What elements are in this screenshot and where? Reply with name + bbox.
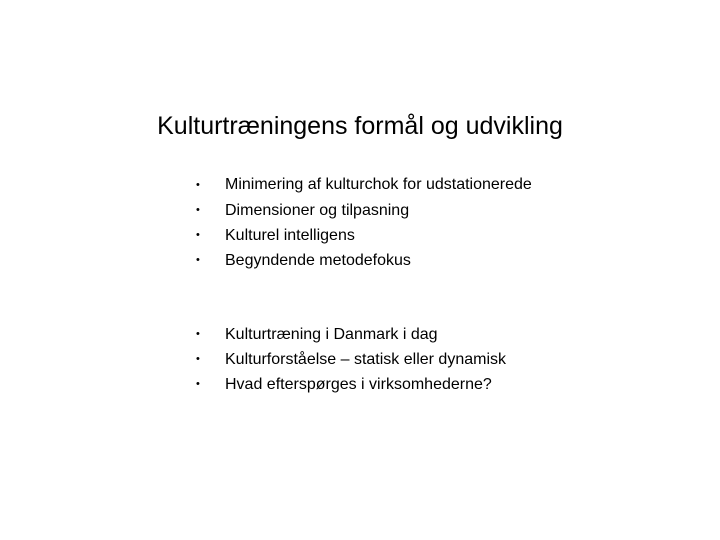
bullet-icon: • — [196, 378, 200, 390]
bullet-text: Begyndende metodefokus — [225, 252, 411, 269]
bullet-icon: • — [196, 179, 200, 191]
bullet-list-2 — [196, 322, 616, 397]
bullet-text: Minimering af kulturchok for udstationerede — [225, 176, 532, 193]
bullet-text: Dimensioner og tilpasning — [225, 202, 410, 219]
bullet-item — [196, 223, 616, 248]
bullet-text: Kulturel intelligens — [225, 227, 355, 244]
bullet-icon: • — [196, 229, 200, 241]
bullet-item — [196, 322, 616, 347]
bullet-icon: • — [196, 204, 200, 216]
bullet-item — [196, 347, 616, 372]
bullet-list-1 — [196, 173, 616, 273]
bullet-item — [196, 198, 616, 223]
bullet-text: Kulturforståelse – statisk eller dynamisk — [225, 351, 506, 368]
bullet-text: Hvad efterspørges i virksomhederne? — [225, 376, 492, 393]
bullet-text: Kulturtræning i Danmark i dag — [225, 326, 438, 343]
bullet-icon: • — [196, 353, 200, 365]
bullet-item — [196, 248, 616, 273]
bullet-icon: • — [196, 254, 200, 266]
slide-title: Kulturtræningens formål og udvikling — [157, 112, 563, 140]
bullet-item — [196, 173, 616, 198]
bullet-item — [196, 372, 616, 397]
bullet-icon: • — [196, 328, 200, 340]
